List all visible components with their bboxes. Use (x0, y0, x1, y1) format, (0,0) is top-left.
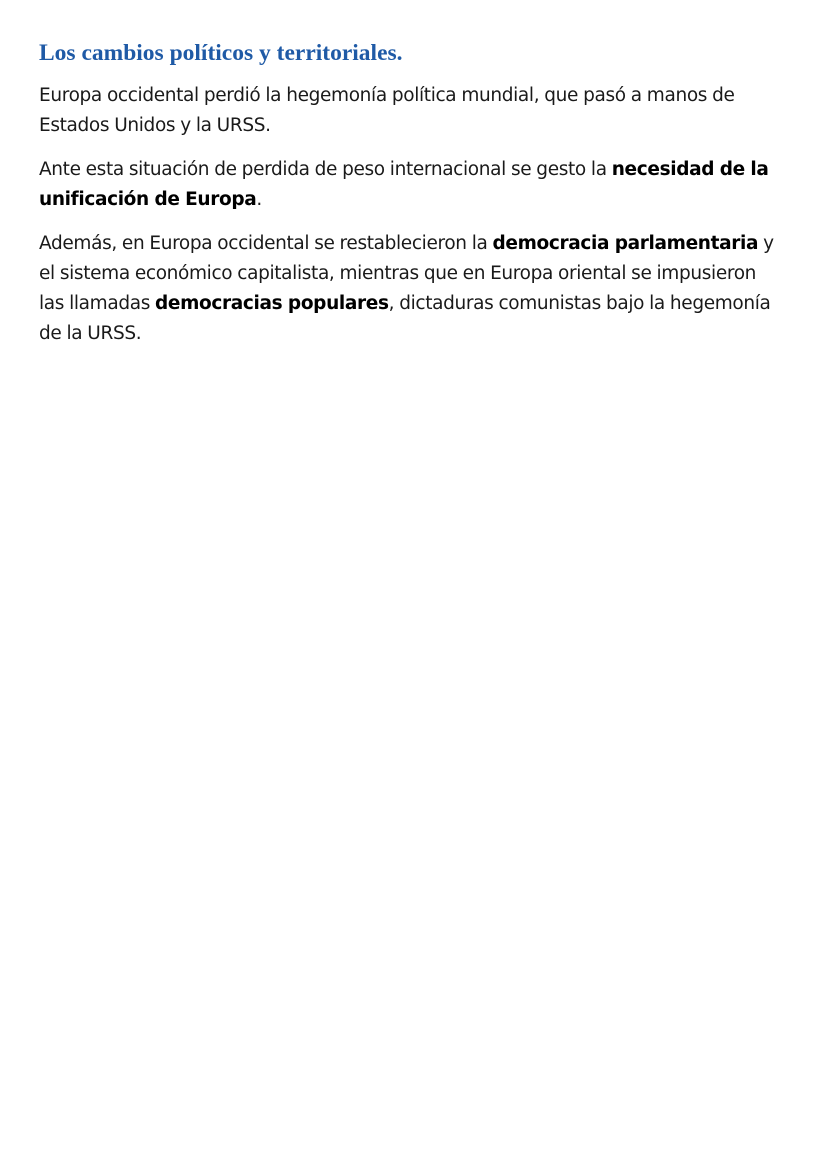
paragraph-text: Europa occidental perdió la hegemonía política mundial, que pasó a manos de Estados Unidos y la URSS. (39, 85, 735, 136)
paragraph-text: y el sistema económico capitalista, mientras que en Europa oriental se impusieron las llamadas (39, 233, 774, 314)
bold-emphasis: democracias populares (155, 293, 389, 314)
paragraph-text: , dictaduras comunistas bajo la hegemonía de la URSS. (39, 293, 771, 344)
paragraph-democracies (39, 229, 784, 349)
paragraph-text: Además, en Europa occidental se restablecieron la (39, 233, 493, 254)
section-heading: Los cambios políticos y territoriales. (39, 40, 403, 66)
paragraph-political-hegemony (39, 81, 784, 141)
bold-emphasis: necesidad de la unificación de Europa (39, 159, 769, 210)
paragraph-text: Ante esta situación de perdida de peso internacional se gesto la (39, 159, 612, 180)
document-page (39, 38, 784, 363)
paragraph-european-unification (39, 155, 784, 215)
bold-emphasis: democracia parlamentaria (492, 233, 759, 254)
paragraph-text: . (256, 189, 262, 210)
